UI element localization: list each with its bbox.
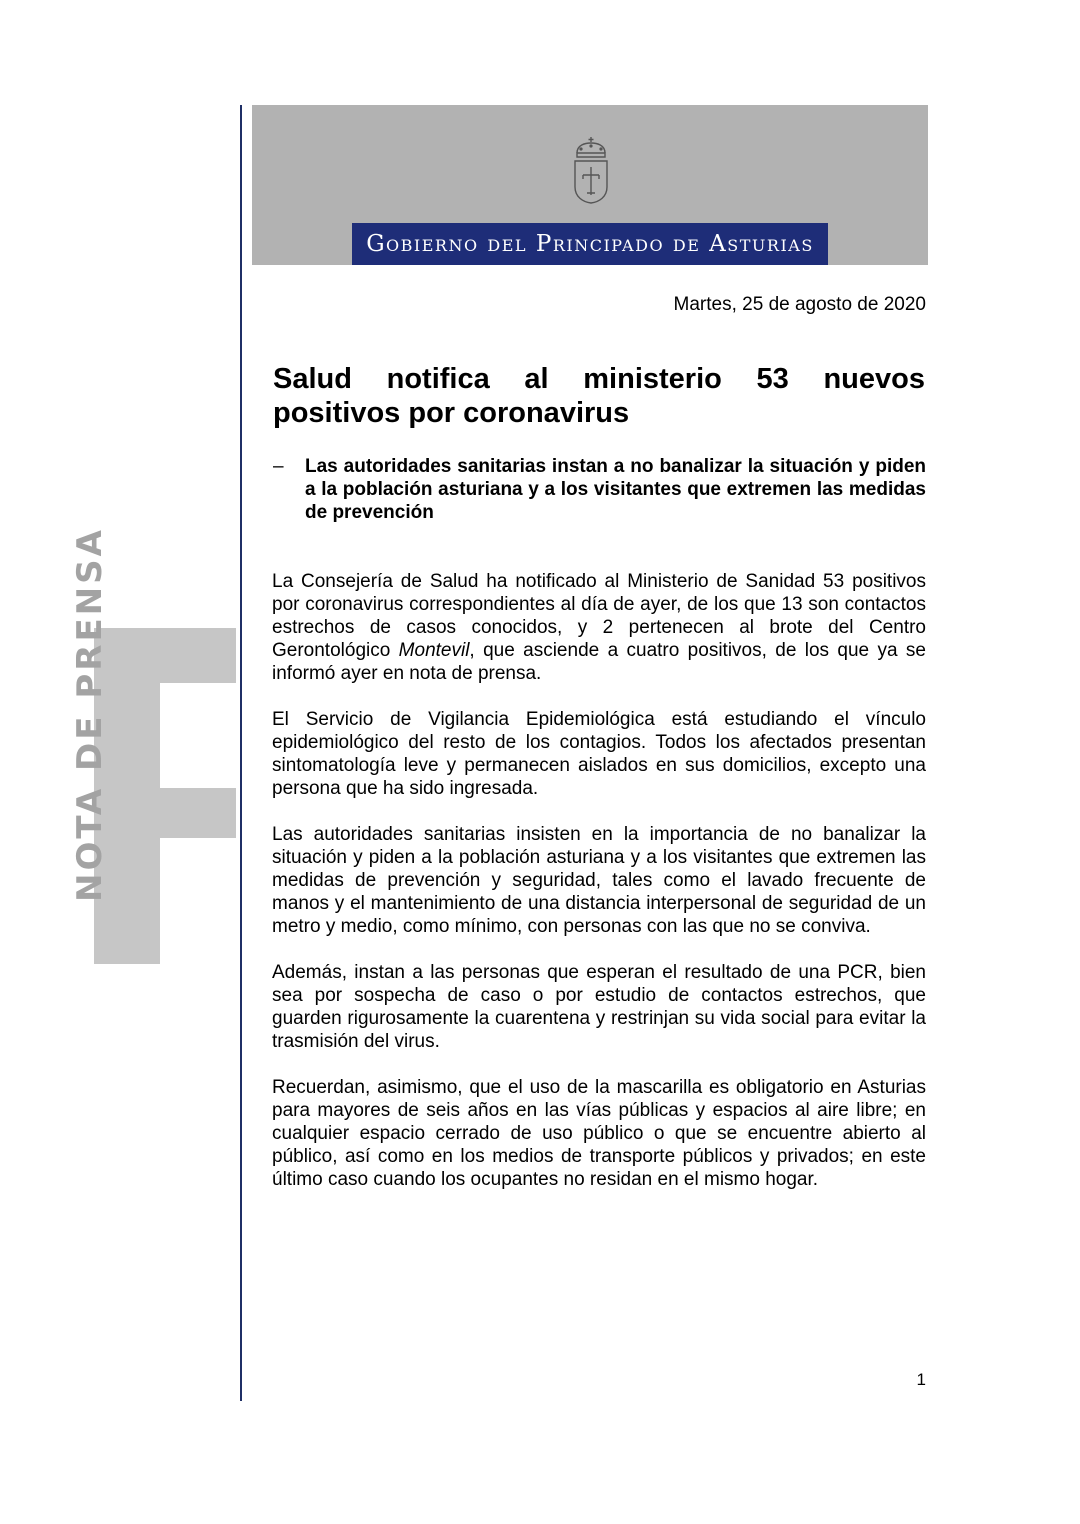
body-paragraph-3: Las autoridades sanitarias insisten en la importancia de no banalizar la situación y piden a la población asturiana y a los visitantes que extremen las medidas de prevención y seguridad, tales como el lavado frecuente de manos y el mantenimiento de una distancia interpersonal de seguridad de un metro y medio, como mínimo, con personas con las que no se conviva. bbox=[272, 824, 926, 937]
publication-date: Martes, 25 de agosto de 2020 bbox=[673, 294, 926, 315]
article-body bbox=[272, 570, 926, 1214]
header-band bbox=[252, 105, 928, 265]
body-paragraph-2: El Servicio de Vigilancia Epidemiológica está estudiando el vínculo epidemiológico del resto de los contagios. Todos los afectados presentan sintomatología leve y permanecen aislados en sus domicilios, excepto una persona que ha sido ingresada. bbox=[272, 709, 926, 799]
subheadline-bullet: – bbox=[273, 456, 284, 477]
body-paragraph-1-part-a: La Consejería de Salud ha notificado al Ministerio de Sanidad 53 positivos por coronavirus correspondientes al día de ayer, de los que 13 son contactos estrechos de casos conocidos, y 2 pertenecen al brote del Centro Gerontológico bbox=[272, 571, 926, 661]
body-paragraph-5: Recuerdan, asimismo, que el uso de la mascarilla es obligatorio en Asturias para mayores de seis años en las vías públicas y espacios al aire libre; en cualquier espacio cerrado de uso público o que se encuentre abierto al público, así como en los medios de transporte públicos y privados; en este último caso cuando los ocupantes no residan en el mismo hogar. bbox=[272, 1077, 926, 1190]
government-name-banner bbox=[352, 223, 828, 265]
subheadline-text: Las autoridades sanitarias instan a no banalizar la situación y piden a la población asturiana y a los visitantes que extremen las medidas de prevención bbox=[305, 456, 926, 523]
vertical-divider-line bbox=[240, 105, 242, 1401]
body-paragraph-1 bbox=[272, 570, 926, 685]
body-paragraph-1-part-b: , que asciende a cuatro positivos, de los que ya se informó ayer en nota de prensa. bbox=[272, 640, 926, 684]
page-number: 1 bbox=[916, 1370, 926, 1389]
government-name: Gobierno del Principado de Asturias bbox=[366, 231, 814, 257]
big-p-letter-graphic bbox=[94, 628, 236, 964]
centre-name: Montevil bbox=[398, 640, 470, 661]
subheadline bbox=[273, 455, 926, 524]
asturias-coat-of-arms-icon bbox=[571, 135, 611, 205]
body-paragraph-4: Además, instan a las personas que esperan el resultado de una PCR, bien sea por sospecha de caso o por estudio de contactos estrechos, que guarden rigurosamente la cuarentena y restrinjan su vida social para evitar la trasmisión del virus. bbox=[272, 962, 926, 1052]
nota-de-prensa-label: NOTA DE PRENSA bbox=[70, 527, 110, 902]
headline: Salud notifica al ministerio 53 nuevos positivos por coronavirus bbox=[273, 363, 925, 429]
